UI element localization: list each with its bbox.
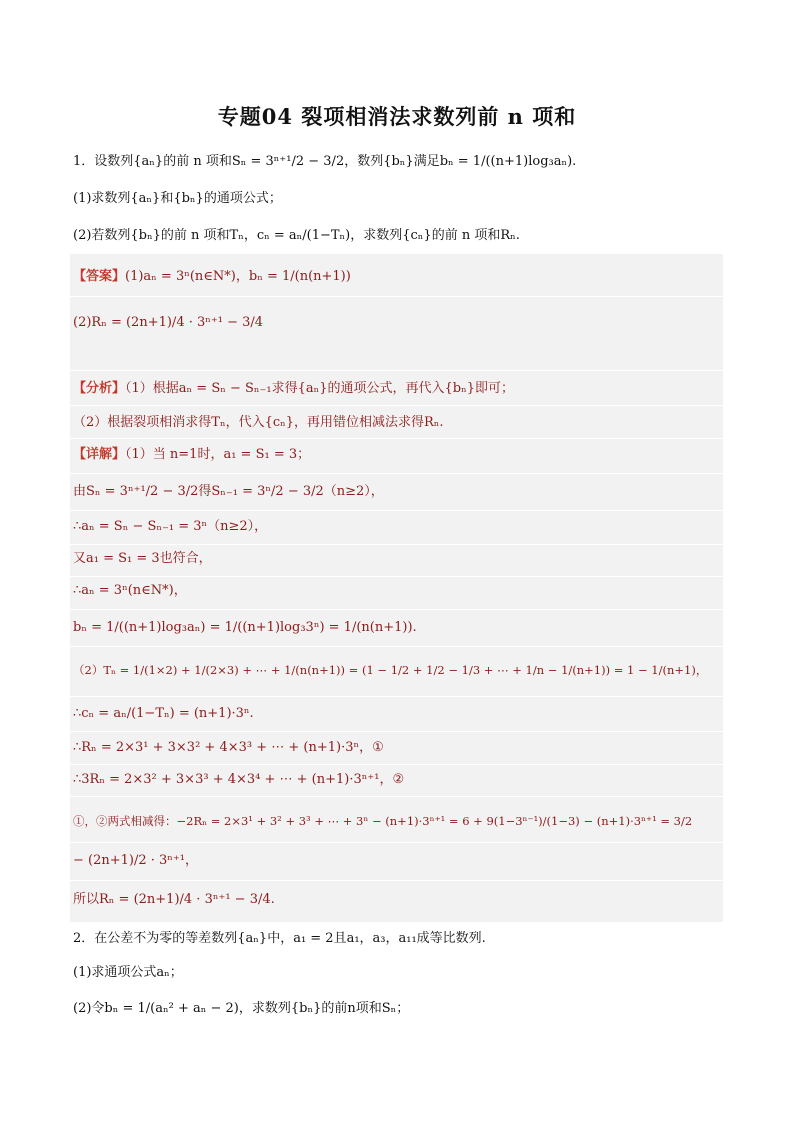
question-1-part-1: (1)求数列{aₙ}和{bₙ}的通项公式； xyxy=(73,191,282,206)
divider xyxy=(70,880,723,881)
question-2-part-2: (2)令bₙ = 1/(aₙ² + aₙ − 2)，求数列{bₙ}的前n项和Sₙ； xyxy=(73,1001,410,1016)
divider xyxy=(70,544,723,545)
detail-tag: 【详解】 xyxy=(73,447,126,462)
detail-line-9: ∴Rₙ = 2×3¹ + 3×3² + 4×3³ + ⋯ + (n+1)·3ⁿ，① xyxy=(73,740,384,755)
detail-line-10: ∴3Rₙ = 2×3² + 3×3³ + 4×3⁴ + ⋯ + (n+1)·3ⁿ⁺¹，② xyxy=(73,772,405,787)
detail-line-4: 又a₁ = S₁ = 3也符合， xyxy=(73,551,212,566)
solution-box xyxy=(70,254,723,922)
question-2-part-1: (1)求通项公式aₙ； xyxy=(73,965,183,980)
divider xyxy=(70,405,723,406)
analysis-line-2: （2）根据裂项相消求得Tₙ，代入{cₙ}，再用错位相减法求得Rₙ. xyxy=(73,415,444,430)
detail-line-12: − (2n+1)/2 · 3ⁿ⁺¹， xyxy=(73,853,198,868)
answer-text-1: (1)aₙ = 3ⁿ(n∈N*)，bₙ = 1/(n(n+1)) xyxy=(125,269,351,284)
detail-text-1: （1）当 n=1时，a₁ = S₁ = 3； xyxy=(125,447,311,462)
divider xyxy=(70,764,723,765)
detail-line-6: bₙ = 1/((n+1)log₃aₙ) = 1/((n+1)log₃3ⁿ) = 1/(n(n+1)). xyxy=(73,620,417,635)
analysis-text-1: （1）根据aₙ = Sₙ − Sₙ₋₁求得{aₙ}的通项公式，再代入{bₙ}即可； xyxy=(125,381,515,396)
page-title: 专题04 裂项相消法求数列前 n 项和 xyxy=(217,104,577,129)
divider xyxy=(70,731,723,732)
detail-line-1 xyxy=(73,446,310,464)
divider xyxy=(70,796,723,797)
detail-line-13: 所以Rₙ = (2n+1)/4 · 3ⁿ⁺¹ − 3/4. xyxy=(73,892,275,907)
detail-line-2: 由Sₙ = 3ⁿ⁺¹/2 − 3/2得Sₙ₋₁ = 3ⁿ/2 − 3/2（n≥2）， xyxy=(73,484,384,499)
answer-tag: 【答案】 xyxy=(73,269,126,284)
answer-line-2: (2)Rₙ = (2n+1)/4 · 3ⁿ⁺¹ − 3/4 xyxy=(73,315,264,330)
divider xyxy=(70,370,723,371)
divider xyxy=(70,576,723,577)
divider xyxy=(70,842,723,843)
divider xyxy=(70,473,723,474)
detail-line-5: ∴aₙ = 3ⁿ(n∈N*)， xyxy=(73,583,187,598)
answer-line-1 xyxy=(73,268,351,286)
divider xyxy=(70,696,723,697)
divider xyxy=(70,609,723,610)
analysis-line-1 xyxy=(73,380,514,398)
detail-line-3: ∴aₙ = Sₙ − Sₙ₋₁ = 3ⁿ（n≥2）， xyxy=(73,519,268,534)
analysis-tag: 【分析】 xyxy=(73,381,126,396)
detail-line-8: ∴cₙ = aₙ/(1−Tₙ) = (n+1)·3ⁿ. xyxy=(73,706,254,721)
divider xyxy=(70,510,723,511)
divider xyxy=(70,296,723,297)
divider xyxy=(70,438,723,439)
question-1-part-2: (2)若数列{bₙ}的前 n 项和Tₙ，cₙ = aₙ/(1−Tₙ)，求数列{cₙ}的前 n 项和Rₙ. xyxy=(73,228,520,243)
question-1-stem: 1．设数列{aₙ}的前 n 项和Sₙ = 3ⁿ⁺¹/2 − 3/2，数列{bₙ}满足bₙ = 1/((n+1)log₃aₙ). xyxy=(73,154,577,169)
divider xyxy=(70,646,723,647)
detail-line-11: ①，②两式相减得：−2Rₙ = 2×3¹ + 3² + 3³ + ⋯ + 3ⁿ − (n+1)·3ⁿ⁺¹ = 6 + 9(1−3ⁿ⁻¹)/(1−3) − (n+1)·3ⁿ⁺¹ = 3/2 xyxy=(73,814,693,828)
question-2-stem: 2．在公差不为零的等差数列{aₙ}中，a₁ = 2且a₁，a₃，a₁₁成等比数列. xyxy=(73,931,486,946)
detail-line-7: （2）Tₙ = 1/(1×2) + 1/(2×3) + ⋯ + 1/(n(n+1)) = (1 − 1/2 + 1/2 − 1/3 + ⋯ + 1/n − 1/(n+1)) = 1 − 1/(n+1)， xyxy=(73,663,708,677)
